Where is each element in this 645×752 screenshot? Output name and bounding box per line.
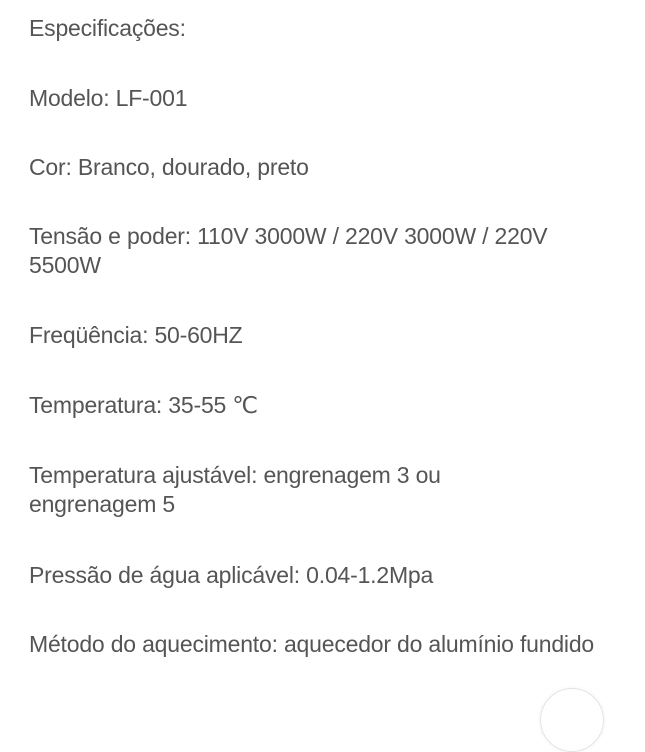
spec-voltage-power: Tensão e poder: 110V 3000W / 220V 3000W / 220V 5500W [29, 223, 548, 278]
specifications-heading: Especificações: [29, 15, 186, 41]
spec-adjustable-temperature: Temperatura ajustável: engrenagem 3 ou engrenagem 5 [29, 462, 441, 517]
spec-frequency: Freqüência: 50-60HZ [29, 322, 243, 348]
spec-heating-method: Método do aquecimento: aquecedor do alumínio fundido [29, 631, 595, 657]
spec-temperature: Temperatura: 35-55 ℃ [29, 392, 258, 418]
spec-color: Cor: Branco, dourado, preto [29, 154, 309, 180]
scroll-top-button[interactable] [540, 688, 604, 752]
spec-model: Modelo: LF-001 [29, 85, 188, 111]
spec-water-pressure: Pressão de água aplicável: 0.04-1.2Mpa [29, 562, 434, 588]
